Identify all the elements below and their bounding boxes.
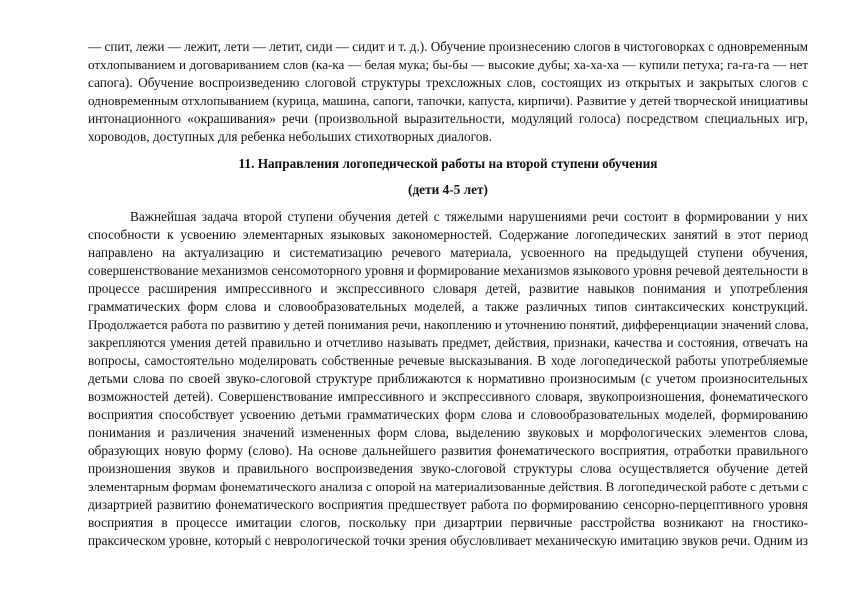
paragraph-line: элементарным формам фонематического анализа с опорой на материализованные действия. В логопедической работе с детьми с bbox=[88, 479, 808, 494]
paragraph-line: направлено на актуализацию и систематизацию речевого материала, усвоенного на предыдущей ступени обучения, bbox=[88, 245, 808, 260]
paragraph-line: сапога). Обучение воспроизведению слоговой структуры трехсложных слов, состоящих из открытых и закрытых слогов с bbox=[88, 75, 808, 90]
paragraph-line: способности к усвоению элементарных языковых закономерностей. Содержание логопедических занятий в этот период bbox=[88, 227, 808, 242]
paragraph-line: — спит, лежи — лежит, лети — летит, сиди — сидит и т. д.). Обучение произнесению слогов в чистоговорках с одновременным bbox=[88, 39, 808, 54]
paragraph-line: произношения звуков и правильного воспроизведения звуко-слоговой структуры слова осуществляется обучение детей bbox=[88, 461, 808, 476]
paragraph-line: понимания и различения значений измененных форм слова, выделению звуковых и морфологических элементов слова, bbox=[88, 425, 808, 440]
paragraph-line: восприятия в процессе имитации слогов, поскольку при дизартрии первичные расстройства возникают на гностико- bbox=[88, 515, 808, 530]
paragraph-line: вопросы, самостоятельно моделировать собственные речевые высказывания. В ходе логопедической работы употребляемые bbox=[88, 353, 808, 368]
paragraph-line: Продолжается работа по развитию у детей понимания речи, накоплению и уточнению понятий, дифференциации значений слова, bbox=[88, 317, 808, 332]
paragraph-line: процессе расширения импрессивного и экспрессивного словаря детей, развитие навыков понимания и употребления bbox=[88, 281, 808, 296]
paragraph-line: хороводов, доступных для ребенка небольших стихотворных диалогов. bbox=[88, 129, 493, 144]
paragraph-line: возможностей детей). Совершенствование импрессивного и экспрессивного словаря, звукопроизношения, фонематического bbox=[88, 389, 808, 404]
paragraph-line: интонационного «окрашивания» речи (произвольной выразительности, модуляций голоса) посредством специальных игр, bbox=[88, 111, 808, 126]
section-subheading: (дети 4-5 лет) bbox=[408, 182, 488, 197]
paragraph-line: детьми слова по своей звуко-слоговой структуре приближаются к нормативно произносимым (с учетом произносительных bbox=[88, 371, 808, 386]
paragraph-line: восприятия способствует усвоению детьми грамматических форм слова и словообразовательных моделей, формированию bbox=[88, 407, 808, 422]
paragraph-line: дизартрией развитию фонематического восприятия предшествует работа по формированию сенсорно-перцептивного уровня bbox=[88, 497, 808, 512]
paragraph-line: Важнейшая задача второй ступени обучения детей с тяжелыми нарушениями речи состоит в формировании у них bbox=[130, 209, 808, 224]
paragraph-line: закрепляются умения детей правильно и отчетливо называть предмет, действия, признаки, качества и состояния, отвечать на bbox=[88, 335, 808, 350]
paragraph-line: образующих новую форму (слово). На основе дальнейшего развития фонематического восприятия, отработки правильного bbox=[88, 443, 808, 458]
section-heading: 11. Направления логопедической работы на второй ступени обучения bbox=[238, 156, 658, 171]
paragraph-line: совершенствование механизмов сенсомоторного уровня и формирование механизмов языкового уровня речевой деятельности в bbox=[88, 263, 808, 278]
paragraph-line: отхлопыванием и договариванием слов (ка-ка — белая мука; бы-бы — высокие дубы; ха-ха-ха — купили петуха; га-га-га — нет bbox=[88, 57, 808, 72]
paragraph-line: грамматических форм слова и словообразовательных моделей, а также различных типов синтаксических конструкций. bbox=[88, 299, 808, 314]
paragraph-line: праксическом уровне, который с неврологической точки зрения обусловливает механическую имитацию звуков речи. Одним из bbox=[88, 533, 808, 548]
paragraph-line: одновременным отхлопыванием (курица, машина, сапоги, тапочки, капуста, кирпичи). Развитие у детей творческой инициативы bbox=[88, 93, 808, 108]
